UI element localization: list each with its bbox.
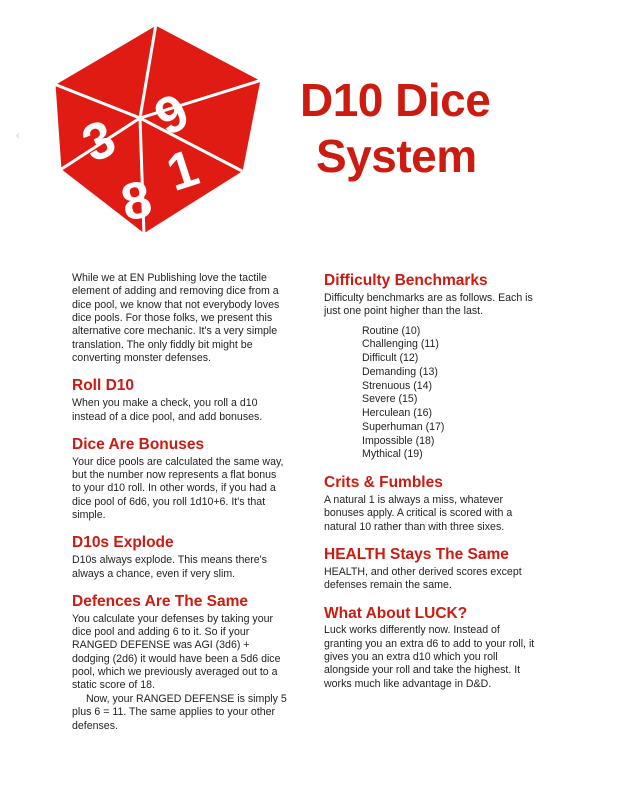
section-paragraph: Luck works differently now. Instead of granting you an extra d6 to add to your roll, it gives you an extra d10 which you roll alongside your roll and take the highest. It works much like advantage in D&D. (324, 624, 535, 690)
section-paragraph: When you make a check, you roll a d10 instead of a dice pool, and add bonuses. (72, 397, 263, 423)
page-title (300, 72, 600, 184)
right-column (324, 272, 540, 703)
section-dice-are-bonuses (72, 436, 288, 523)
section-paragraph: Your dice pools are calculated the same way, but the number now represents a flat bonus to your d10 roll. In other words, if you had a dice pool of 6d6, you roll 1d10+6. It's that simple. (72, 455, 284, 522)
section-what-about-luck (324, 605, 540, 692)
section-difficulty-benchmarks (324, 272, 540, 462)
section-heading: Dice Are Bonuses (72, 435, 205, 453)
list-item: Demanding (13) (362, 365, 438, 378)
section-defences-are-the-same (72, 593, 288, 733)
list-item: Mythical (19) (362, 448, 423, 461)
section-heading: HEALTH Stays The Same (324, 546, 509, 563)
document-header (0, 0, 620, 250)
die-face-3: 3 (74, 109, 125, 174)
section-paragraph: HEALTH, and other derived scores except defenses remain the same. (324, 565, 522, 592)
intro-section (72, 272, 288, 365)
section-paragraph: You calculate your defenses by taking your dice pool and adding 6 to it. So if your RANGED DEFENSE was AGI (3d6) + dodging (2d6) it would have been a 5d6 dice pool, which we previously averaged out to a static score of 18. (72, 612, 281, 692)
list-item: Strenuous (14) (362, 379, 433, 392)
die-face-1: 1 (160, 138, 206, 203)
list-item: Difficult (12) (362, 352, 419, 365)
left-caret-icon: ‹ (16, 130, 20, 142)
page-title-line2: System (316, 130, 477, 183)
list-item: Superhuman (17) (362, 420, 445, 433)
section-heading: What About LUCK? (324, 604, 468, 622)
left-column (72, 272, 288, 745)
section-heading: Defences Are The Same (72, 592, 249, 610)
section-heading: Difficulty Benchmarks (324, 272, 488, 289)
intro-paragraph: While we at EN Publishing love the tactile element of adding and removing dice from a dice pool, we know that not everybody loves dice pools. For those folks, we present this alternative core mechanic. It's a very simple translation. The only fiddly bit might be converting monster defenses. (72, 272, 280, 365)
section-health-stays-the-same (324, 546, 540, 593)
section-paragraph: A natural 1 is always a miss, whatever bonuses apply. A critical is scored with a natural 10 rather than with three sixes. (324, 493, 513, 533)
page-title-line1: D10 Dice (300, 74, 491, 126)
section-paragraph: Difficulty benchmarks are as follows. Each is just one point higher than the last. (324, 291, 533, 318)
list-item: Challenging (11) (362, 338, 439, 351)
section-paragraph: D10s always explode. This means there's always a chance, even if very slim. (72, 554, 267, 580)
die-face-9: 9 (145, 82, 199, 148)
die-face-8: 8 (116, 169, 157, 233)
section-d10s-explode (72, 534, 288, 581)
list-item: Routine (10) (362, 324, 421, 337)
difficulty-benchmark-list (324, 325, 540, 463)
section-heading: D10s Explode (72, 534, 174, 552)
section-paragraph: Now, your RANGED DEFENSE is simply 5 plus 6 = 11. The same applies to your other defenses. (72, 692, 287, 732)
section-crits-and-fumbles (324, 474, 540, 534)
section-heading: Roll D10 (72, 377, 135, 395)
d10-illustration (48, 22, 268, 237)
section-roll-d10 (72, 377, 288, 424)
list-item: Herculean (16) (362, 407, 433, 420)
document-body (0, 272, 620, 742)
list-item: Impossible (18) (362, 434, 435, 447)
section-heading: Crits & Fumbles (324, 474, 443, 492)
list-item: Severe (15) (362, 393, 418, 406)
